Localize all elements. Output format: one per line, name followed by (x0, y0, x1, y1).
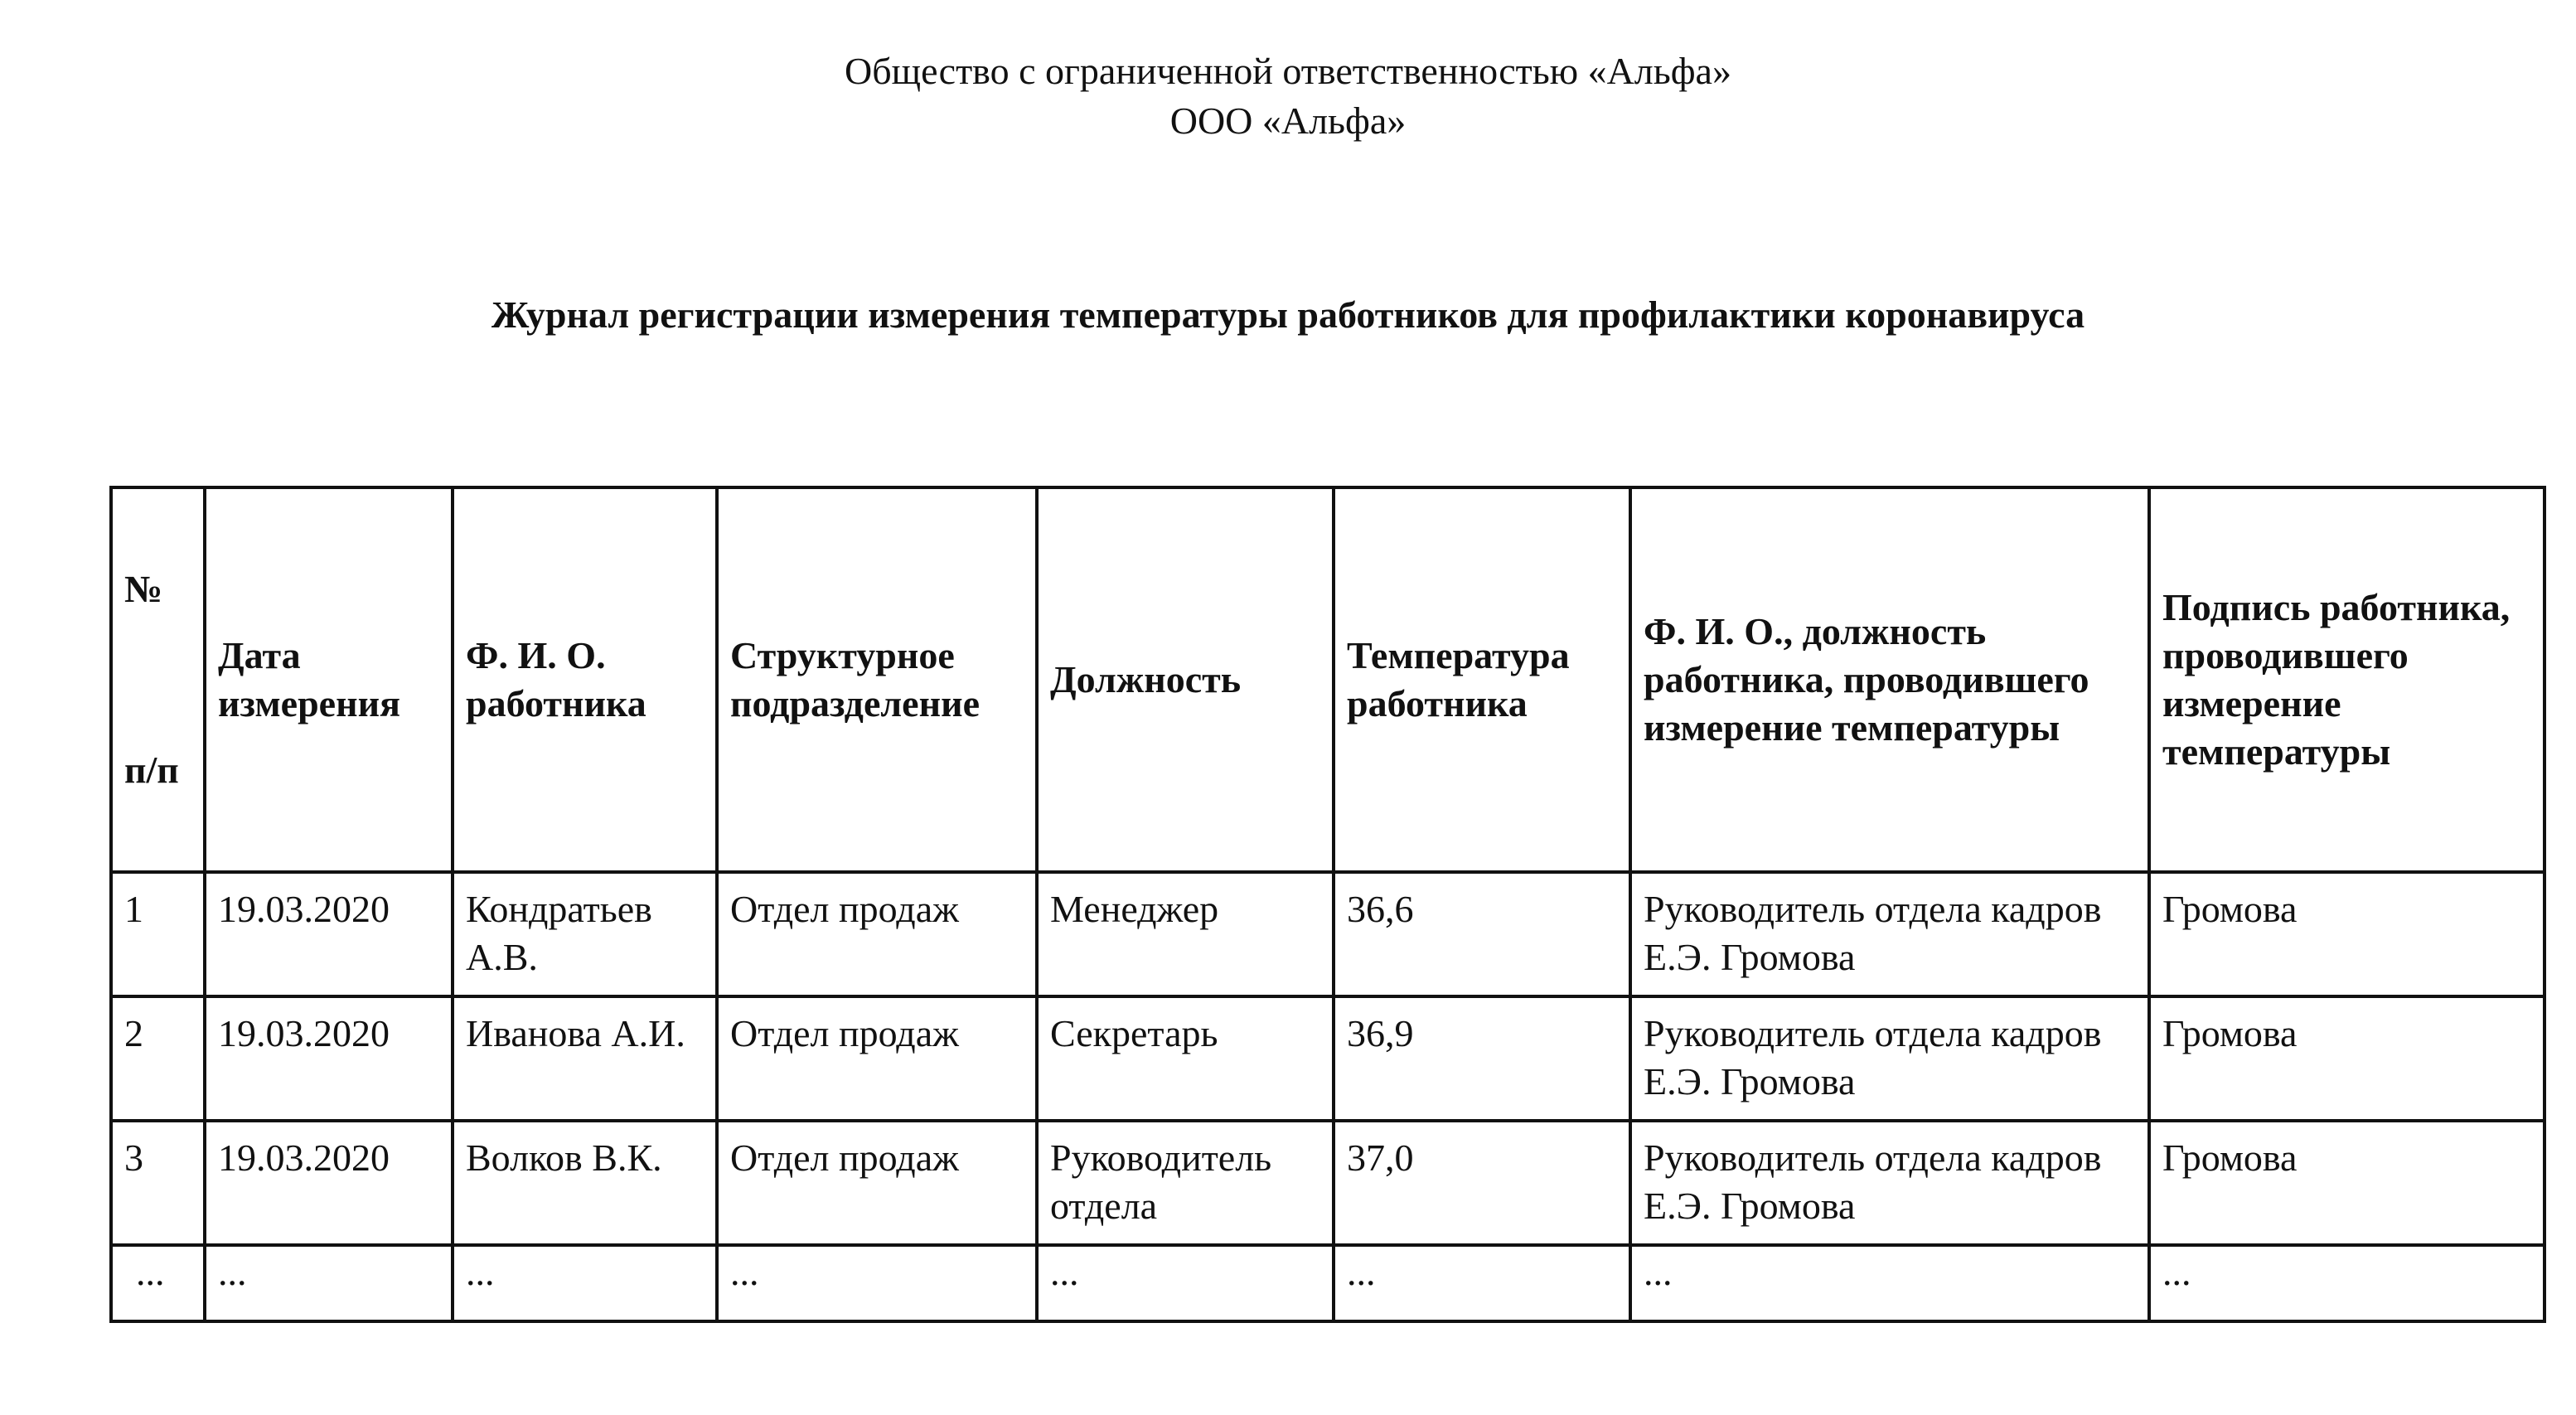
cell-temperature: 37,0 (1334, 1121, 1630, 1245)
header-position: Должность (1037, 487, 1334, 872)
cell-signature: Громова (2149, 996, 2545, 1121)
cell-position: Руководитель отдела (1037, 1121, 1334, 1245)
cell-temperature: 36,9 (1334, 996, 1630, 1121)
cell-ellipsis: ... (717, 1245, 1037, 1321)
header-number: № п/п (111, 487, 205, 872)
cell-date: 19.03.2020 (205, 1121, 453, 1245)
header-measurer: Ф. И. О., должность работника, проводившего измерение температуры (1630, 487, 2149, 872)
cell-ellipsis: ... (2149, 1245, 2545, 1321)
cell-employee-name: Волков В.К. (453, 1121, 717, 1245)
cell-date: 19.03.2020 (205, 872, 453, 996)
cell-position: Секретарь (1037, 996, 1334, 1121)
header-temperature: Температура работника (1334, 487, 1630, 872)
cell-measurer: Руководитель отдела кадров Е.Э. Громова (1630, 1121, 2149, 1245)
cell-ellipsis: ... (111, 1245, 205, 1321)
cell-signature: Громова (2149, 872, 2545, 996)
organization-header (0, 46, 2576, 146)
cell-employee-name: Иванова А.И. (453, 996, 717, 1121)
cell-number: 2 (111, 996, 205, 1121)
table-row (111, 996, 2545, 1121)
header-date: Дата измерения (205, 487, 453, 872)
cell-ellipsis: ... (1037, 1245, 1334, 1321)
document-title: Журнал регистрации измерения температуры работников для профилактики коронавируса (491, 293, 2085, 336)
table-header-row (111, 487, 2545, 872)
cell-temperature: 36,6 (1334, 872, 1630, 996)
cell-ellipsis: ... (453, 1245, 717, 1321)
header-employee-name: Ф. И. О. работника (453, 487, 717, 872)
table-row (111, 1121, 2545, 1245)
cell-number: 1 (111, 872, 205, 996)
cell-date: 19.03.2020 (205, 996, 453, 1121)
cell-measurer: Руководитель отдела кадров Е.Э. Громова (1630, 872, 2149, 996)
cell-ellipsis: ... (1334, 1245, 1630, 1321)
header-department: Структурное подразделение (717, 487, 1037, 872)
organization-short-name: ООО «Альфа» (1169, 99, 1407, 142)
cell-department: Отдел продаж (717, 1121, 1037, 1245)
cell-department: Отдел продаж (717, 872, 1037, 996)
cell-ellipsis: ... (205, 1245, 453, 1321)
cell-signature: Громова (2149, 1121, 2545, 1245)
organization-full-name: Общество с ограниченной ответственностью «Альфа» (845, 50, 1731, 92)
cell-number: 3 (111, 1121, 205, 1245)
cell-department: Отдел продаж (717, 996, 1037, 1121)
temperature-journal-table (109, 486, 2546, 1323)
table-row-ellipsis (111, 1245, 2545, 1321)
table-row (111, 872, 2545, 996)
cell-ellipsis: ... (1630, 1245, 2149, 1321)
cell-position: Менеджер (1037, 872, 1334, 996)
cell-measurer: Руководитель отдела кадров Е.Э. Громова (1630, 996, 2149, 1121)
header-signature: Подпись работника, проводившего измерение температуры (2149, 487, 2545, 872)
cell-employee-name: Кондратьев А.В. (453, 872, 717, 996)
